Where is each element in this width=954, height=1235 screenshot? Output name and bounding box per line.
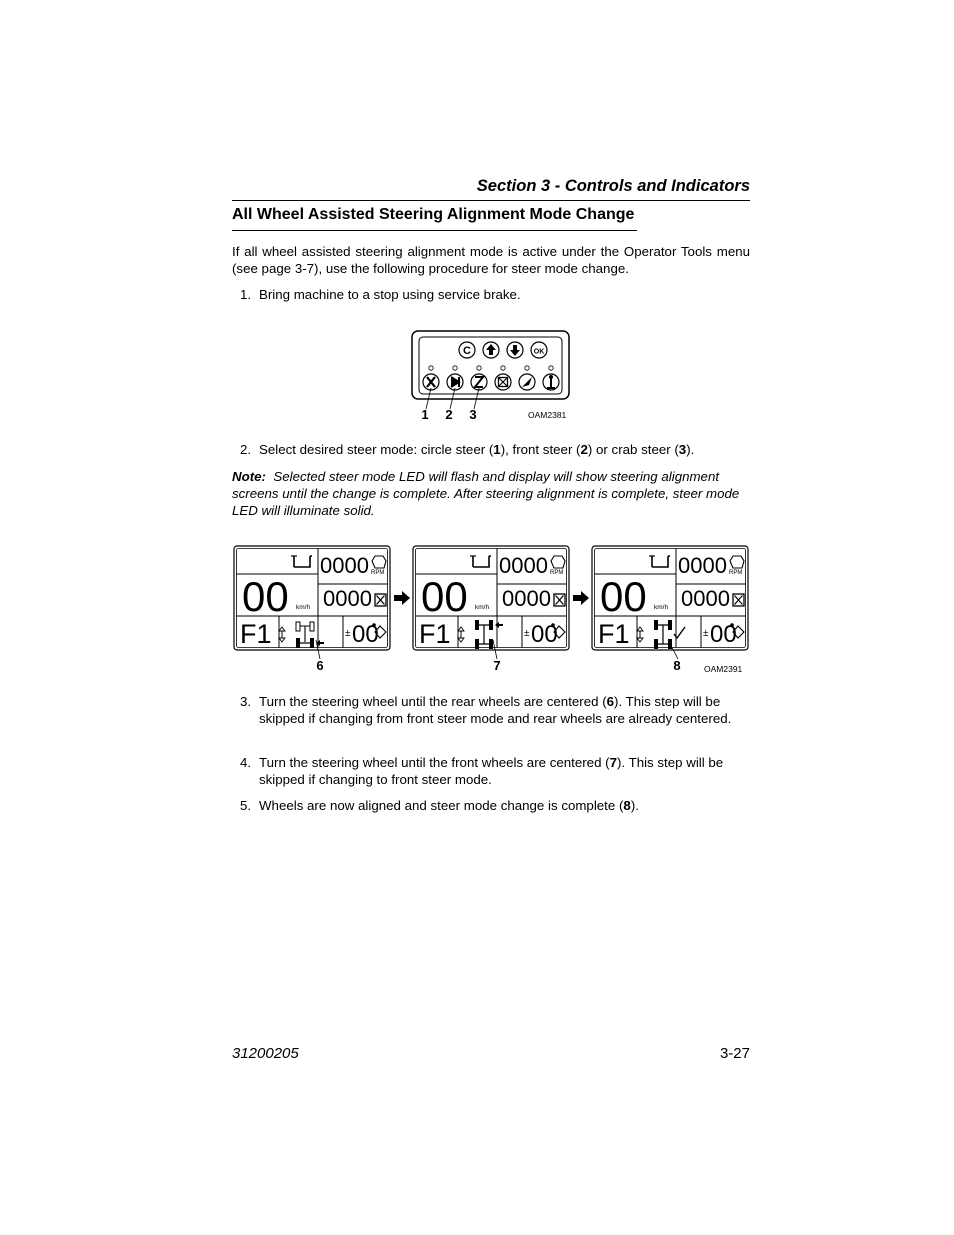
callout-3: 3 (469, 407, 477, 422)
callout-2: 2 (445, 407, 453, 422)
circle-steer-button[interactable] (423, 374, 439, 390)
alignment-screens-figure (228, 540, 754, 680)
arrow-right-icon (394, 591, 410, 605)
section-title: Section 3 - Controls and Indicators (476, 177, 750, 195)
hours-readout: 0000 (502, 586, 551, 611)
plusminus: ± (524, 628, 530, 639)
callout-7: 7 (493, 658, 501, 673)
steer-mode-panel-figure (405, 325, 575, 425)
frame-lock-button[interactable] (495, 374, 511, 390)
step-number: 1. (240, 287, 252, 302)
fork-level-button[interactable] (519, 374, 535, 390)
gear-readout: F1 (240, 619, 272, 649)
lcd-screen-alignment-complete (592, 546, 748, 650)
stabilizer-button[interactable] (543, 374, 559, 390)
svg-text:OK: OK (533, 348, 545, 356)
plusminus: ± (703, 628, 709, 639)
hours-readout: 0000 (323, 586, 372, 611)
callout-1: 1 (421, 407, 429, 422)
speed-readout: 00 (242, 573, 289, 620)
step-3 (232, 693, 750, 745)
gear-readout: F1 (419, 619, 451, 649)
subsection-rule (232, 230, 637, 231)
callout-6: 6 (316, 658, 324, 673)
subsection-title: All Wheel Assisted Steering Alignment Mode Change (232, 206, 635, 223)
step-text: Turn the steering wheel until the front wheels are centered (7). This step will be skipped if changing to front steer mode. (259, 755, 724, 787)
step-number: 4. (240, 755, 252, 770)
arrow-right-icon (573, 591, 589, 605)
figure-id: OAM2391 (704, 664, 743, 674)
section-rule (232, 200, 750, 201)
speed-unit: km/h (654, 604, 669, 611)
callout-8: 8 (673, 658, 681, 673)
gear-readout: F1 (598, 619, 630, 649)
note-text: Selected steer mode LED will flash and display will show steering alignment screens until the change is complete. After steering alignment is complete, steer mode LED will illuminate solid. (232, 469, 740, 518)
up-arrow-button[interactable] (483, 342, 499, 358)
speed-readout: 00 (600, 573, 647, 620)
step-text: Select desired steer mode: circle steer (1), front steer (2) or crab steer (3). (259, 442, 695, 457)
speed-readout: 00 (421, 573, 468, 620)
angle-readout: 00 (710, 621, 737, 648)
figure-id: OAM2381 (528, 410, 567, 420)
speed-unit: km/h (296, 604, 311, 611)
rpm-unit: RPM (550, 570, 564, 576)
lcd-screen-rear-centering (234, 546, 390, 650)
crab-steer-button[interactable] (471, 374, 487, 390)
lcd-screen-front-centering (413, 546, 569, 650)
svg-text:C: C (463, 345, 471, 357)
document-number: 31200205 (232, 1045, 299, 1062)
rpm-unit: RPM (371, 570, 385, 576)
step-text: Wheels are now aligned and steer mode change is complete (8). (259, 798, 639, 813)
speed-unit: km/h (475, 604, 490, 611)
hours-readout: 0000 (681, 586, 730, 611)
clear-button[interactable] (459, 342, 475, 358)
intro-paragraph: If all wheel assisted steering alignment mode is active under the Operator Tools menu (see page 3-7), use the following procedure for steer mode change. (232, 244, 750, 276)
plusminus: ± (345, 628, 351, 639)
angle-readout: 00 (352, 621, 379, 648)
rpm-readout: 0000 (320, 553, 369, 578)
step-number: 3. (240, 694, 252, 709)
step-text: Turn the steering wheel until the rear wheels are centered (6). This step will be skipped if changing from front steer mode and rear wheels are already centered. (259, 694, 732, 726)
step-text: Bring machine to a stop using service brake. (259, 287, 521, 302)
rpm-unit: RPM (729, 570, 743, 576)
angle-readout: 00 (531, 621, 558, 648)
step-number: 5. (240, 798, 252, 813)
step-number: 2. (240, 442, 252, 457)
rpm-readout: 0000 (499, 553, 548, 578)
note-label: Note: (232, 469, 266, 484)
step-4 (232, 754, 750, 790)
page-number: 3-27 (719, 1045, 750, 1062)
down-arrow-button[interactable] (507, 342, 523, 358)
rpm-readout: 0000 (678, 553, 727, 578)
note (232, 468, 750, 519)
ok-button[interactable] (531, 342, 547, 358)
front-steer-button[interactable] (447, 374, 463, 390)
